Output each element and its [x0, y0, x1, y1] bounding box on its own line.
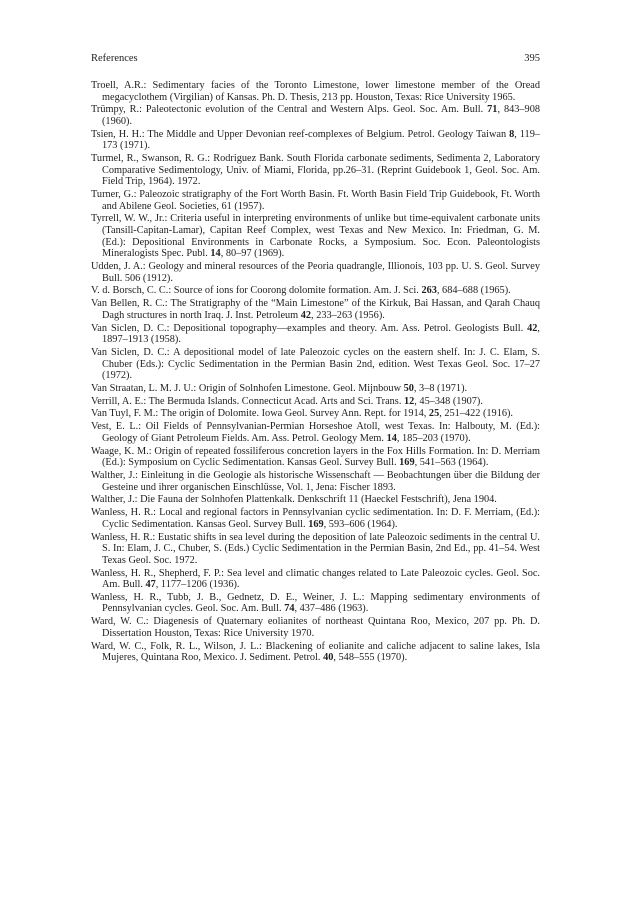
- reference-entry: [91, 470, 540, 493]
- running-title: References: [91, 53, 138, 64]
- reference-volume: 12: [403, 395, 415, 407]
- reference-entry: [91, 396, 540, 408]
- reference-text: Wanless, H. R., Tubb, J. B., Gednetz, D. E., Weiner, J. L.: Mapping sedimentary environments of Pennsylvanian cycles. Geol. Soc. Am. Bull.: [91, 591, 540, 615]
- reference-entry: [91, 592, 540, 615]
- reference-text: Verrill, A. E.: The Bermuda Islands. Connecticut Acad. Arts and Sci. Trans.: [91, 395, 404, 407]
- reference-text: Ward, W. C.: Diagenesis of Quaternary eolianites of northeast Quintana Roo, Mexico, 207 pp. Ph. D. Dissertation Houston, Texas: Rice University 1970.: [91, 616, 540, 639]
- reference-pages: , 185–203 (1970).: [396, 432, 471, 444]
- reference-entry: [91, 285, 540, 297]
- reference-pages: , 251–422 (1916).: [439, 408, 514, 420]
- reference-text: Waage, K. M.: Origin of repeated fossiliferous concretion layers in the Fox Hills Formation. In: D. Merriam (Ed.): Symposium on Cyclic Sedimentation. Kansas Geol. Survey Bull.: [91, 445, 540, 469]
- reference-pages: , 843–908 (1960).: [102, 104, 540, 127]
- reference-entry: [91, 213, 540, 259]
- reference-volume: 50: [403, 382, 414, 394]
- reference-volume: 71: [487, 104, 498, 116]
- reference-volume: 14: [386, 432, 397, 444]
- reference-pages: , 1897–1913 (1958).: [102, 322, 540, 346]
- reference-pages: , 684–688 (1965).: [436, 285, 511, 297]
- reference-text: V. d. Borsch, C. C.: Source of ions for Coorong dolomite formation. Am. J. Sci.: [91, 285, 422, 297]
- reference-entry: [91, 80, 540, 103]
- reference-text: Van Bellen, R. C.: The Stratigraphy of the “Main Limestone” of the Kirkuk, Bai Hassan, and Qarah Chauq Dagh structures in north Iraq. J. Inst. Petroleum: [91, 298, 540, 321]
- reference-pages: , 119–173 (1971).: [102, 128, 540, 152]
- reference-text: Van Siclen, D. C.: A depositional model of late Paleozoic cycles on the eastern shelf. In: J. C. Elam, S. Chuber (Eds.): Cyclic Sedimentation in the Permian Basin 2nd, edition. West Texas Geol. Soc. 17–27 (1972).: [91, 346, 540, 382]
- reference-text: Tyrrell, W. W., Jr.: Criteria useful in interpreting environments of unlike but time-equivalent carbonate units (Tansill-Capitan-Lamar), Capitan Reef Complex, west Texas and New Mexico. In: Friedman, G. M. (Ed.): Depositional Environments in Carbonate Rocks, a Symposium. Soc. Econ. Paleontologists Mineralogists Spec. Publ.: [91, 213, 540, 260]
- reference-pages: , 3–8 (1971).: [413, 382, 468, 394]
- reference-text: Troell, A.R.: Sedimentary facies of the Toronto Limestone, lower limestone member of the Oread megacyclothem (Virgilian) of Kansas. Ph. D. Thesis, 213 pp. Houston, Texas: Rice University 1965.: [91, 80, 540, 103]
- reference-entry: [91, 153, 540, 188]
- page-header: [91, 53, 540, 67]
- reference-pages: , 437–486 (1963).: [294, 603, 369, 615]
- reference-volume: 263: [421, 285, 437, 297]
- reference-pages: , 80–97 (1969).: [220, 248, 285, 260]
- reference-text: Trümpy, R.: Paleotectonic evolution of the Central and Western Alps. Geol. Soc. Am. Bull.: [91, 104, 488, 116]
- reference-text: Wanless, H. R.: Eustatic shifts in sea level during the deposition of late Paleozoic sediments in the central U. S. In: Elam, J. C., Chuber, S. (Eds.) Cyclic Sedimentation in the Permian Basin, 2nd Ed., pp. 41–54. West Texas Geol. Soc. 1972.: [91, 531, 540, 566]
- reference-entry: [91, 298, 540, 321]
- reference-text: Wanless, H. R.: Local and regional factors in Pennsylvanian cyclic sedimentation. In: D. F. Merriam, (Ed.): Cyclic Sedimentation. Kansas Geol. Survey Bull.: [91, 507, 540, 530]
- page-number: 395: [524, 53, 540, 64]
- reference-volume: 74: [284, 603, 295, 615]
- reference-text: Udden, J. A.: Geology and mineral resources of the Peoria quadrangle, Illionois, 103 pp. U. S. Geol. Survey Bull. 506 (1912).: [91, 261, 540, 284]
- reference-entry: [91, 446, 540, 469]
- reference-volume: 25: [428, 408, 440, 420]
- reference-volume: 40: [323, 652, 334, 664]
- reference-entry: [91, 261, 540, 284]
- reference-text: Tsien, H. H.: The Middle and Upper Devonian reef-complexes of Belgium. Petrol. Geology Taiwan: [91, 128, 510, 140]
- reference-entry: [91, 347, 540, 382]
- reference-entry: [91, 129, 540, 152]
- reference-entry: [91, 494, 540, 506]
- reference-text: Turmel, R., Swanson, R. G.: Rodriguez Bank. South Florida carbonate sediments, Sedimenta 2, Laboratory Comparative Sedimentology, Univ. of Miami, Florida, pp.26–31. (Reprint Guidebook 1, Geol. Soc. Am. Field Trip, 1964). 1972.: [91, 153, 540, 188]
- reference-entry: [91, 507, 540, 530]
- reference-text: Van Siclen, D. C.: Depositional topography—examples and theory. Am. Ass. Petrol. Geologists Bull.: [91, 322, 528, 334]
- reference-list: [91, 80, 540, 665]
- reference-entry: [91, 383, 540, 395]
- reference-volume: 42: [300, 309, 312, 321]
- reference-entry: [91, 408, 540, 420]
- reference-entry: [91, 104, 540, 127]
- reference-text: Walther, J.: Einleitung in die Geologie als historische Wissenschaft — Beobachtungen über die Bildung der Gesteine und ihrer organischen Einschlüsse, Vol. 1, Jena: Fischer 1893.: [91, 470, 540, 493]
- reference-pages: , 1177–1206 (1936).: [155, 579, 240, 591]
- reference-entry: [91, 323, 540, 346]
- reference-pages: , 233–263 (1956).: [311, 309, 385, 321]
- reference-entry: [91, 616, 540, 639]
- reference-volume: 169: [399, 457, 415, 469]
- reference-entry: [91, 568, 540, 591]
- reference-pages: , 541–563 (1964).: [414, 457, 489, 469]
- reference-volume: 169: [308, 518, 324, 530]
- reference-text: Vest, E. L.: Oil Fields of Pennsylvanian-Permian Horseshoe Atoll, west Texas. In: Halbouty, M. (Ed.): Geology of Giant Petroleum Fields. Am. Ass. Petrol. Geology Mem.: [91, 421, 540, 444]
- reference-text: Walther, J.: Die Fauna der Solnhofen Plattenkalk. Denkschrift 11 (Haeckel Festschrift), Jena 1904.: [91, 494, 497, 506]
- reference-pages: , 45–348 (1907).: [414, 395, 483, 407]
- reference-text: Turner, G.: Paleozoic stratigraphy of the Fort Worth Basin. Ft. Worth Basin Field Trip Guidebook, Ft. Worth and Abilene Geol. Societies, 61 (1957).: [91, 189, 540, 212]
- reference-text: Ward, W. C., Folk, R. L., Wilson, J. L.: Blackening of eolianite and caliche adjacent to saline lakes, Isla Mujeres, Quintana Roo, Mexico. J. Sediment. Petrol.: [91, 640, 540, 664]
- reference-volume: 42: [527, 322, 538, 334]
- reference-entry: [91, 421, 540, 444]
- reference-pages: , 593–606 (1964).: [323, 518, 398, 530]
- reference-entry: [91, 189, 540, 212]
- reference-entry: [91, 641, 540, 664]
- reference-volume: 8: [509, 128, 515, 140]
- reference-text: Van Straatan, L. M. J. U.: Origin of Solnhofen Limestone. Geol. Mijnbouw: [91, 382, 404, 394]
- reference-text: Van Tuyl, F. M.: The origin of Dolomite. Iowa Geol. Survey Ann. Rept. for 1914,: [91, 408, 429, 420]
- reference-volume: 14: [210, 248, 221, 260]
- reference-pages: , 548–555 (1970).: [333, 652, 408, 664]
- reference-volume: 47: [145, 579, 156, 591]
- reference-text: Wanless, H. R., Shepherd, F. P.: Sea level and climatic changes related to Late Paleozoic cycles. Geol. Soc. Am. Bull.: [91, 567, 540, 591]
- reference-entry: [91, 532, 540, 567]
